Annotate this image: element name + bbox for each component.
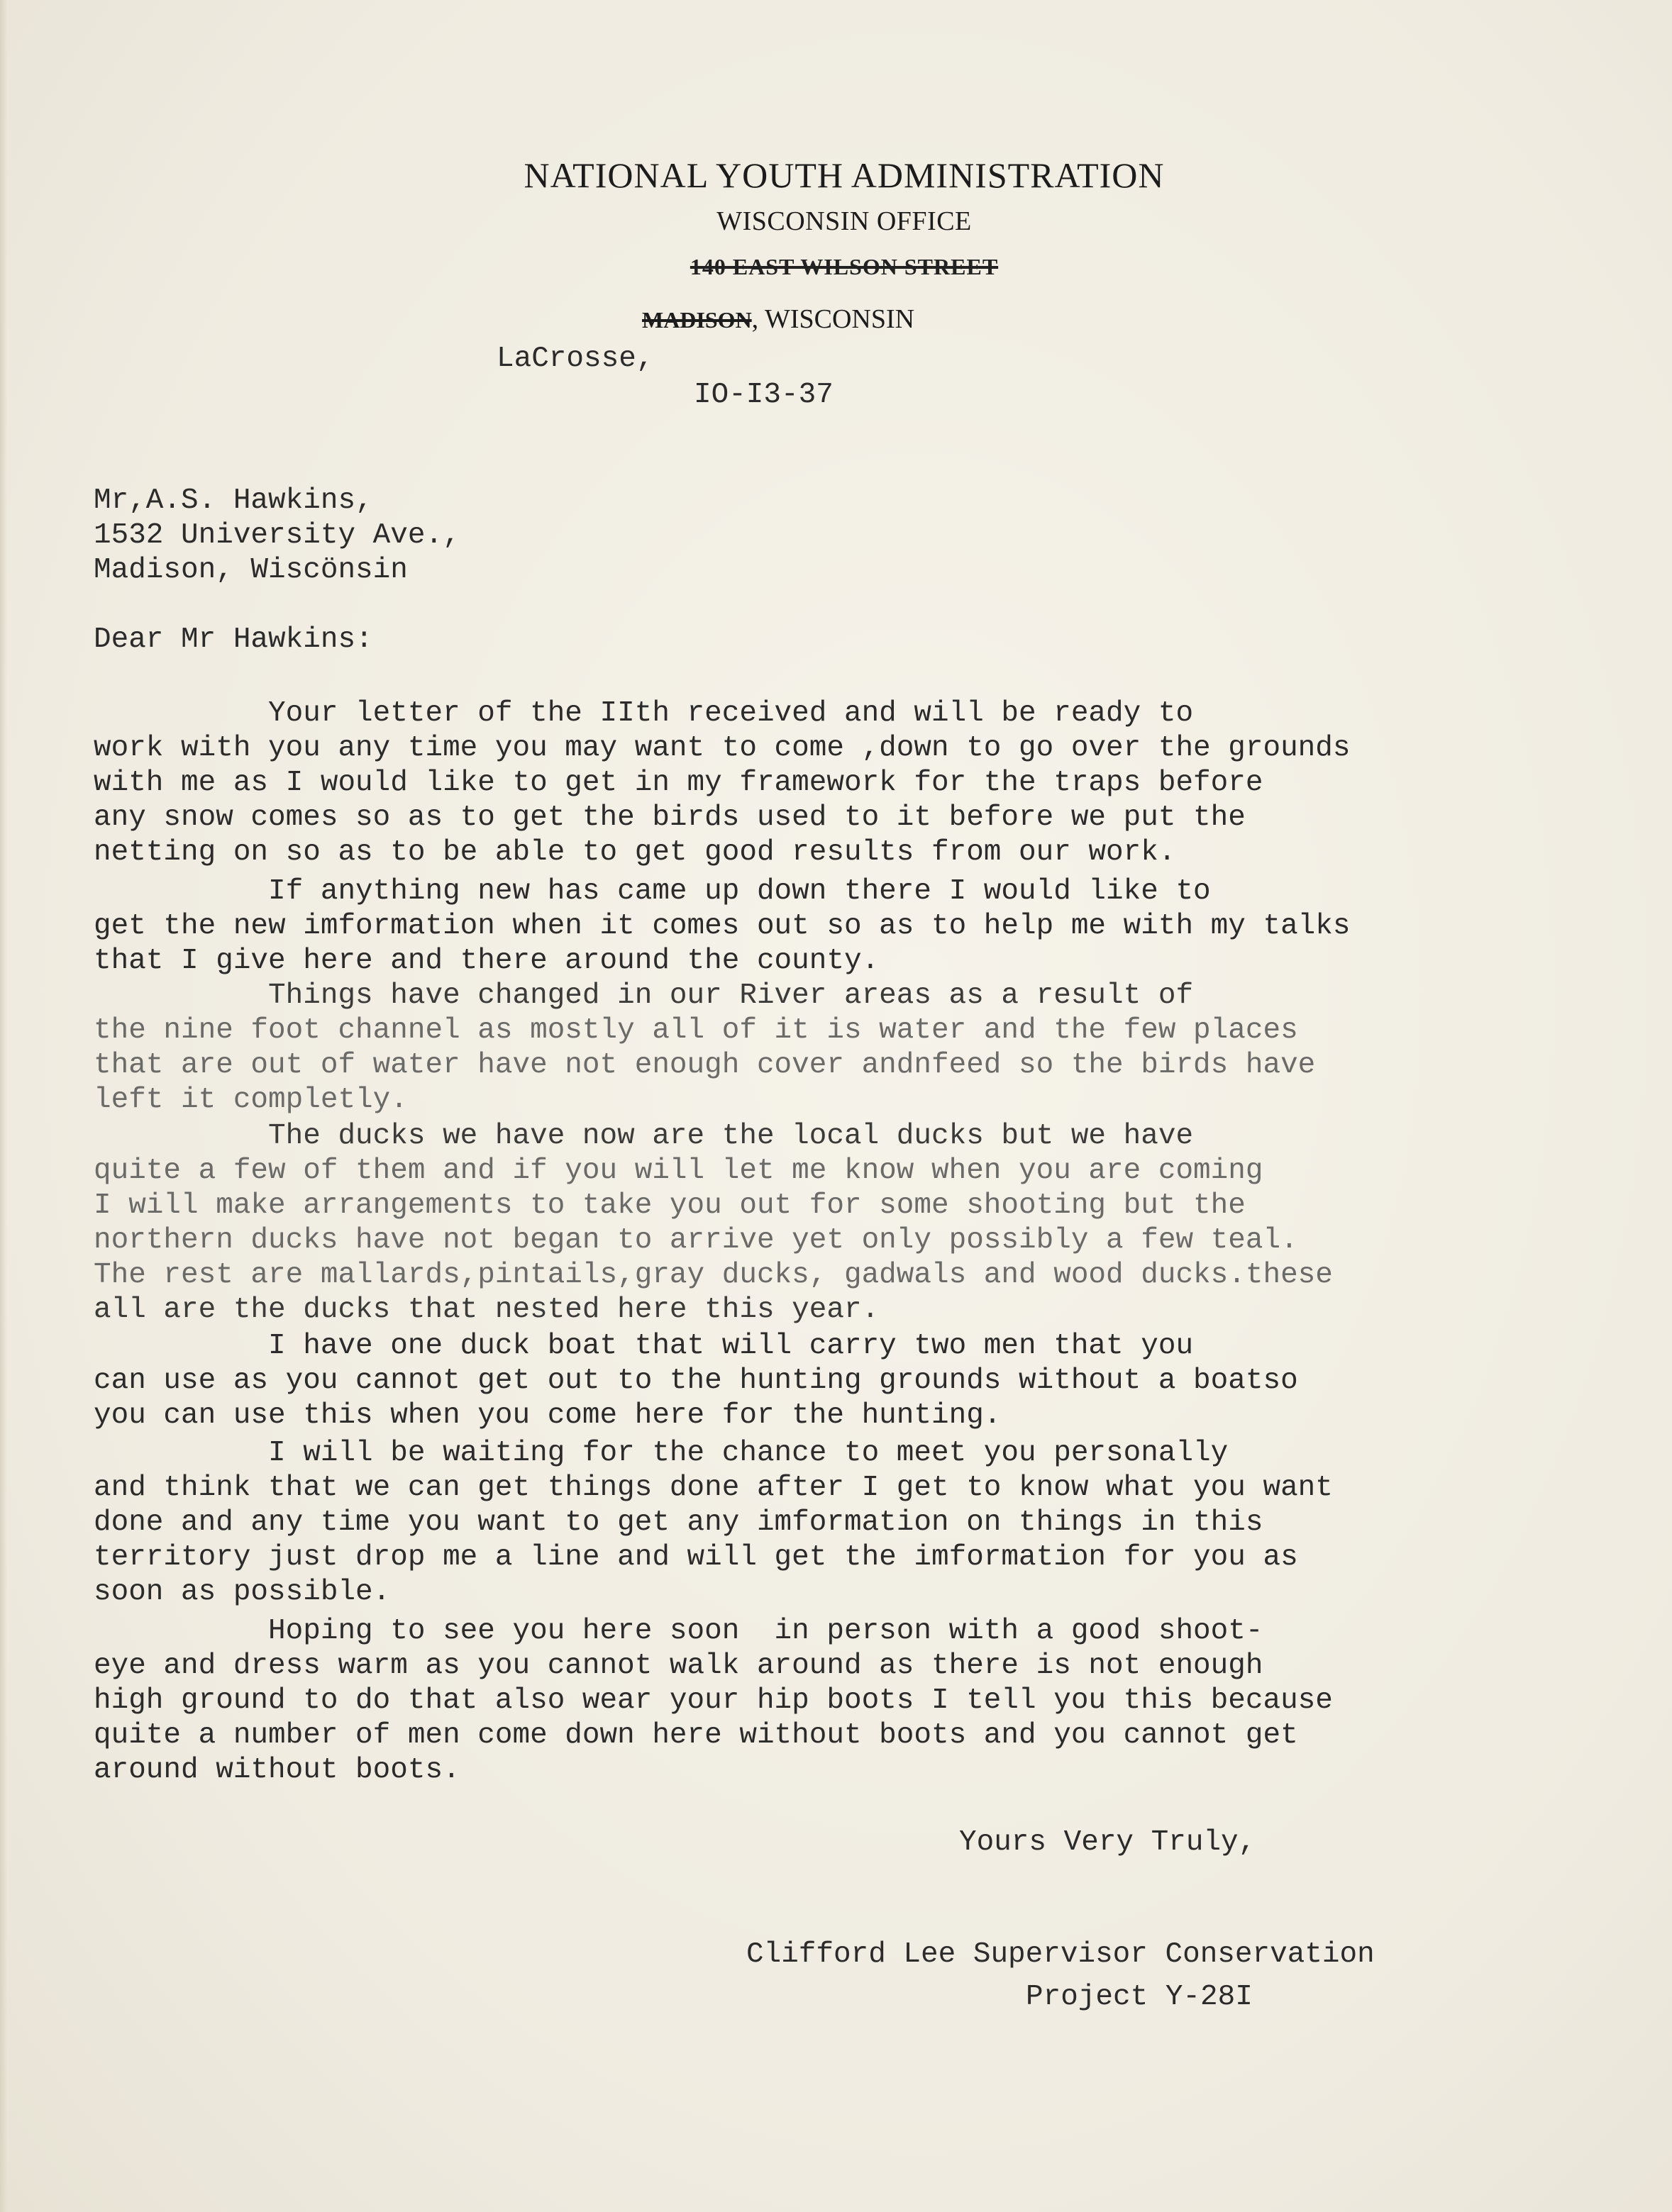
body-line: Hoping to see you here soon in person with a good shoot- [94,1615,1263,1647]
body-line: get the new imformation when it comes out so as to help me with my talks [94,910,1351,943]
signature-line-2: Project Y-28I [1026,1981,1253,2013]
body-line: can use as you cannot get out to the hunting grounds without a boatso [94,1365,1298,1397]
body-line: The ducks we have now are the local ducks but we have [94,1120,1194,1152]
body-line: left it completly. [94,1084,408,1116]
recipient-line-2: 1532 University Ave., [94,519,460,552]
body-line: Things have changed in our River areas as a result of [94,979,1194,1012]
body-line: Your letter of the IIth received and will be ready to [94,697,1194,730]
body-line: work with you any time you may want to come ,down to go over the grounds [94,732,1351,765]
body-line: any snow comes so as to get the birds used to it before we put the [94,801,1246,834]
body-line: with me as I would like to get in my framework for the traps before [94,767,1263,799]
letterhead-city-rest: , WISCONSIN [751,304,915,334]
place-line: LaCrosse, [497,343,654,375]
body-line: I will be waiting for the chance to meet you personally [94,1437,1229,1469]
salutation: Dear Mr Hawkins: [94,623,373,656]
body-line: you can use this when you come here for the hunting. [94,1399,1002,1432]
body-line: that I give here and there around the county. [94,945,880,977]
body-line: that are out of water have not enough cover andnfeed so the birds have [94,1049,1316,1082]
body-line: the nine foot channel as mostly all of it is water and the few places [94,1014,1298,1047]
body-line: soon as possible. [94,1576,391,1608]
recipient-line-1: Mr,A.S. Hawkins, [94,484,373,517]
signature-line-1: Clifford Lee Supervisor Conservation [746,1938,1375,1971]
letterhead-office: WISCONSIN OFFICE [716,206,972,236]
body-line: quite a number of men come down here without boots and you cannot get [94,1719,1298,1752]
body-line: northern ducks have not began to arrive yet only possibly a few teal. [94,1224,1298,1257]
letterhead-city-struck: MADISON [642,307,752,333]
body-line: around without boots. [94,1754,460,1786]
closing: Yours Very Truly, [959,1826,1256,1859]
body-line: The rest are mallards,pintails,gray ducks, gadwals and wood ducks.these [94,1259,1333,1291]
recipient-line-3: Madison, Wiscönsin [94,554,408,587]
letterhead-city [642,304,914,335]
body-line: If anything new has came up down there I would like to [94,875,1211,908]
letterhead-organization: NATIONAL YOUTH ADMINISTRATION [524,155,1165,195]
body-line: all are the ducks that nested here this year. [94,1294,880,1326]
date-line: IO-I3-37 [694,379,834,411]
body-line: and think that we can get things done after I get to know what you want [94,1472,1333,1504]
body-line: netting on so as to be able to get good results from our work. [94,836,1176,869]
body-line: quite a few of them and if you will let me know when you are coming [94,1155,1263,1187]
body-line: territory just drop me a line and will get the imformation for you as [94,1541,1298,1574]
body-line: I have one duck boat that will carry two men that you [94,1330,1194,1362]
body-line: done and any time you want to get any imformation on things in this [94,1506,1263,1539]
body-line: eye and dress warm as you cannot walk around as there is not enough [94,1650,1263,1682]
letterhead-street-struck: 140 EAST WILSON STREET [690,254,999,279]
paper-edge-shadow [0,0,7,2212]
body-line: I will make arrangements to take you out for some shooting but the [94,1189,1246,1222]
body-line: high ground to do that also wear your hip boots I tell you this because [94,1684,1333,1717]
